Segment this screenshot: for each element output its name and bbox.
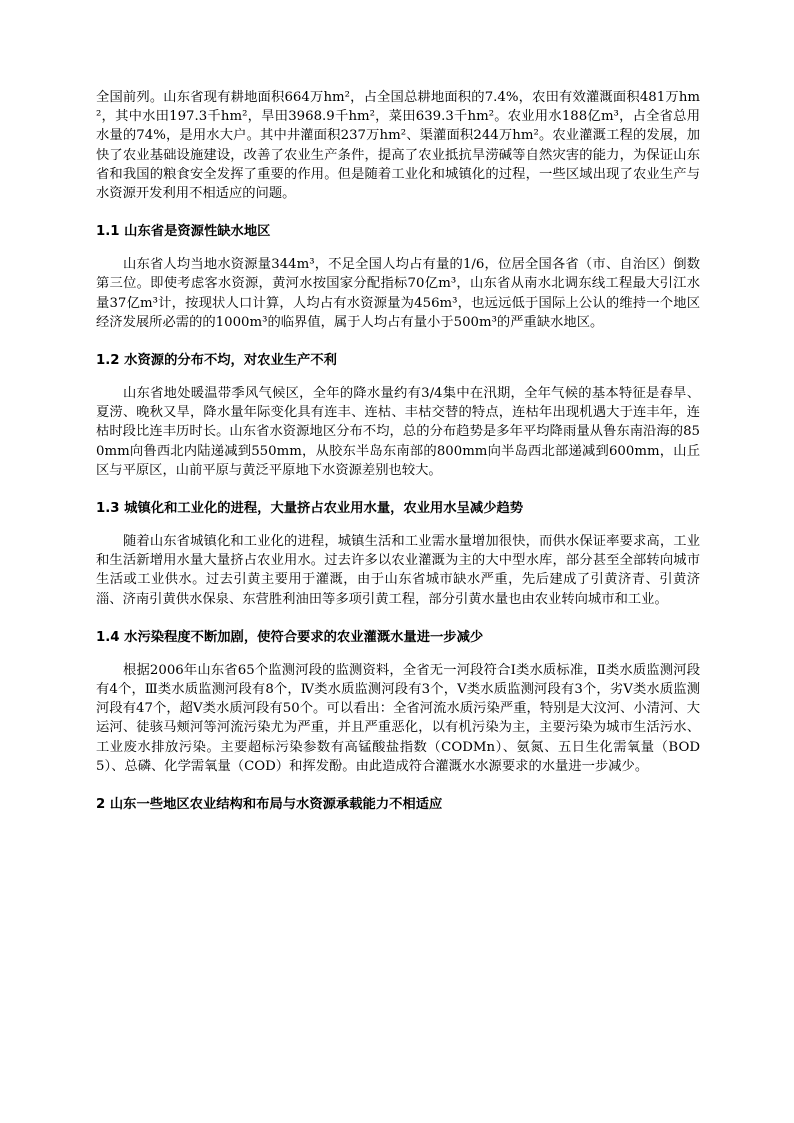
section-body-1-4: 根据2006年山东省65个监测河段的监测资料，全省无一河段符合Ⅰ类水质标准，Ⅱ类水质监测河段有4个，Ⅲ类水质监测河段有8个，Ⅳ类水质监测河段有3个，Ⅴ类水质监测河段有3个，劣Ⅴ类水质监测河段有47个，超Ⅴ类水质河段有50个。可以看出：全省河流水质污染严重，特别是大汶河、小清河、大运河、徒骇马颊河等河流污染尤为严重，并且严重恶化，以有机污染为主，主要污染为城市生活污水、工业废水排放污染。主要超标污染参数有高锰酸盐指数（CODMn）、氨氮、五日生化需氧量（BOD5）、总磷、化学需氧量（COD）和挥发酚。由此造成符合灌溉水水源要求的水量进一步减少。 [96,662,700,774]
section-heading-1-4: 1.4 水污染程度不断加剧，使符合要求的农业灌溉水量进一步减少 [96,629,484,645]
intro-paragraph: 全国前列。山东省现有耕地面积664万hm²，占全国总耕地面积的7.4%，农田有效灌溉面积481万hm²，其中水田197.3千hm²，旱田3968.9千hm²，菜田639.3千hm²。农业用水188亿m³，占全省总用水量的74%，是用水大户。其中井灌面积237万hm²、渠灌面积244万hm²。农业灌溉工程的发展，加快了农业基础设施建设，改善了农业生产条件，提高了农业抵抗旱涝碱等自然灾害的能力，为保证山东省和我国的粮食安全发挥了重要的作用。但是随着工业化和城镇化的过程，一些区域出现了农业生产与水资源开发利用不相适应的问题。 [96,90,700,202]
section-heading-1-1: 1.1 山东省是资源性缺水地区 [96,224,271,240]
section-body-1-3: 随着山东省城镇化和工业化的进程，城镇生活和工业需水量增加很快，而供水保证率要求高，工业和生活新增用水量大量挤占农业用水。过去许多以农业灌溉为主的大中型水库，部分甚至全部转向城市生活或工业供水。过去引黄主要用于灌溉，由于山东省城市缺水严重，先后建成了引黄济青、引黄济淄、济南引黄供水保泉、东营胜利油田等多项引黄工程，部分引黄水量也由农业转向城市和工业。 [96,534,700,607]
section-body-1-1: 山东省人均当地水资源量344m³，不足全国人均占有量的1/6，位居全国各省（市、自治区）倒数第三位。即使考虑客水资源，黄河水按国家分配指标70亿m³，山东省从南水北调东线工程最大引江水量37亿m³计，按现状人口计算，人均占有水资源量为456m³，也远远低于国际上公认的维持一个地区经济发展所必需的的1000m³的临界值，属于人均占有量小于500m³的严重缺水地区。 [96,257,700,330]
section-heading-1-2: 1.2 水资源的分布不均，对农业生产不利 [96,353,337,369]
section-body-1-2: 山东省地处暖温带季风气候区，全年的降水量约有3/4集中在汛期，全年气候的基本特征是春旱、夏涝、晚秋又旱，降水量年际变化具有连丰、连枯、丰枯交替的特点，连枯年出现机遇大于连丰年，连枯时段比连丰历时长。山东省水资源地区分布不均，总的分布趋势是多年平均降雨量从鲁东南沿海的850mm向鲁西北内陆递减到550mm，从胶东半岛东南部的800mm向半岛西北部递减到600mm，山丘区与平原区，山前平原与黄泛平原地下水资源差别也较大。 [96,386,700,478]
section-heading-2: 2 山东一些地区农业结构和布局与水资源承载能力不相适应 [96,797,443,813]
document-page [96,88,700,814]
section-heading-1-3: 1.3 城镇化和工业化的进程，大量挤占农业用水量，农业用水呈减少趋势 [96,501,524,517]
